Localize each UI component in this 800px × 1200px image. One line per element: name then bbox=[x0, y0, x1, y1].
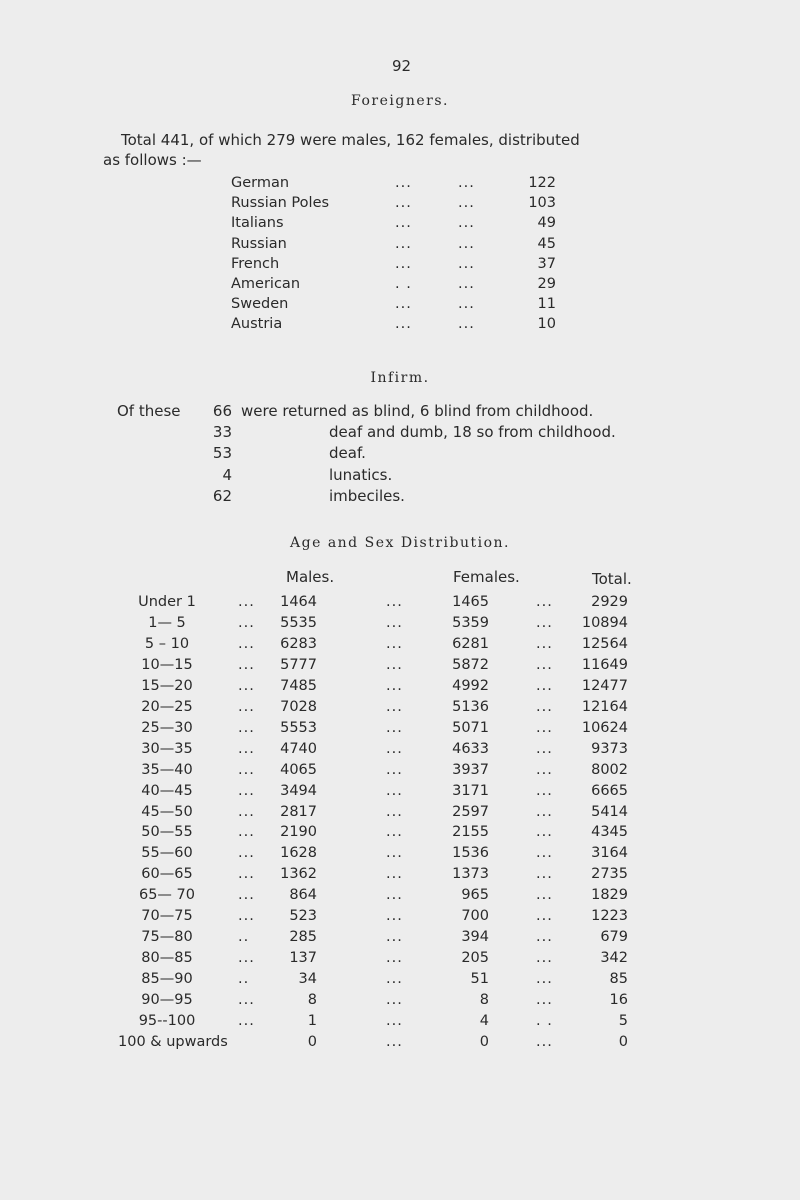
age-group: 1— 5 bbox=[148, 615, 186, 631]
males-value: 34 bbox=[298, 971, 317, 987]
dot-leader: ... bbox=[458, 236, 475, 252]
nationality-label: Russian bbox=[231, 236, 287, 252]
dot-leader: ... bbox=[386, 971, 403, 987]
age-group: 30—35 bbox=[141, 741, 193, 757]
nationality-count: 45 bbox=[537, 236, 556, 252]
females-value: 5071 bbox=[452, 720, 489, 736]
table-row bbox=[0, 971, 800, 993]
dot-leader: ... bbox=[386, 699, 403, 715]
dot-leader: ... bbox=[536, 845, 553, 861]
dot-leader: ... bbox=[238, 741, 255, 757]
foreigner-row bbox=[0, 276, 800, 298]
dot-leader: ... bbox=[395, 256, 412, 272]
males-value: 1 bbox=[307, 1013, 317, 1029]
age-group: 15—20 bbox=[141, 678, 193, 694]
males-value: 285 bbox=[289, 929, 317, 945]
nationality-label: Russian Poles bbox=[231, 195, 330, 211]
total-value: 342 bbox=[600, 950, 628, 966]
nationality-label: Austria bbox=[231, 316, 283, 332]
total-value: 0 bbox=[618, 1034, 628, 1050]
infirm-description: imbeciles. bbox=[329, 487, 405, 505]
females-value: 1373 bbox=[452, 866, 489, 882]
total-value: 12564 bbox=[581, 636, 628, 652]
dot-leader: ... bbox=[386, 866, 403, 882]
nationality-count: 29 bbox=[537, 276, 556, 292]
dot-leader: ... bbox=[238, 992, 255, 1008]
table-row bbox=[0, 636, 800, 658]
males-value: 0 bbox=[307, 1034, 317, 1050]
dot-leader: ... bbox=[395, 215, 412, 231]
table-row bbox=[0, 1013, 800, 1035]
total-value: 12164 bbox=[581, 699, 628, 715]
infirm-prefix: Of these bbox=[117, 402, 181, 420]
dot-leader: ... bbox=[238, 908, 255, 924]
age-group: 80—85 bbox=[141, 950, 193, 966]
dot-leader: ... bbox=[395, 175, 412, 191]
dot-leader: ... bbox=[386, 824, 403, 840]
dot-leader: . . bbox=[536, 1013, 553, 1029]
nationality-count: 37 bbox=[537, 256, 556, 272]
foreigner-row bbox=[0, 175, 800, 197]
females-value: 1536 bbox=[452, 845, 489, 861]
females-value: 205 bbox=[461, 950, 489, 966]
column-header-females: Females. bbox=[453, 568, 520, 586]
males-value: 6283 bbox=[280, 636, 317, 652]
age-group: 40—45 bbox=[141, 783, 193, 799]
age-group: 50—55 bbox=[141, 824, 193, 840]
age-group: 10—15 bbox=[141, 657, 193, 673]
dot-leader: ... bbox=[536, 636, 553, 652]
females-value: 700 bbox=[461, 908, 489, 924]
dot-leader: ... bbox=[386, 720, 403, 736]
infirm-count: 53 bbox=[212, 444, 232, 462]
dot-leader: ... bbox=[458, 195, 475, 211]
infirm-row bbox=[0, 423, 800, 445]
age-group: 90—95 bbox=[141, 992, 193, 1008]
dot-leader: ... bbox=[386, 992, 403, 1008]
females-value: 5136 bbox=[452, 699, 489, 715]
table-row bbox=[0, 720, 800, 742]
foreigner-row bbox=[0, 256, 800, 278]
males-value: 4065 bbox=[280, 762, 317, 778]
infirm-count: 66 bbox=[212, 402, 232, 420]
infirm-row bbox=[0, 466, 800, 488]
total-value: 16 bbox=[609, 992, 628, 1008]
females-value: 1465 bbox=[452, 594, 489, 610]
table-row bbox=[0, 845, 800, 867]
infirm-row bbox=[0, 487, 800, 509]
nationality-count: 11 bbox=[537, 296, 556, 312]
foreigners-intro-line1: Total 441, of which 279 were males, 162 females, distributed bbox=[121, 131, 580, 149]
dot-leader: ... bbox=[536, 908, 553, 924]
dot-leader: ... bbox=[386, 615, 403, 631]
females-value: 5359 bbox=[452, 615, 489, 631]
table-row bbox=[0, 615, 800, 637]
age-group: Under 1 bbox=[138, 594, 196, 610]
age-group: 35—40 bbox=[141, 762, 193, 778]
females-value: 8 bbox=[479, 992, 489, 1008]
infirm-count: 33 bbox=[212, 423, 232, 441]
dot-leader: ... bbox=[536, 657, 553, 673]
dot-leader: ... bbox=[386, 636, 403, 652]
table-row bbox=[0, 1034, 800, 1056]
dot-leader: ... bbox=[386, 783, 403, 799]
males-value: 137 bbox=[289, 950, 317, 966]
total-value: 1223 bbox=[591, 908, 628, 924]
age-group: 25—30 bbox=[141, 720, 193, 736]
dot-leader: ... bbox=[386, 908, 403, 924]
dot-leader: ... bbox=[238, 845, 255, 861]
infirm-description: deaf and dumb, 18 so from childhood. bbox=[329, 423, 616, 441]
table-row bbox=[0, 929, 800, 951]
males-value: 1362 bbox=[280, 866, 317, 882]
dot-leader: ... bbox=[238, 866, 255, 882]
dot-leader: ... bbox=[238, 783, 255, 799]
dot-leader: .. bbox=[238, 929, 250, 945]
infirm-count: 62 bbox=[212, 487, 232, 505]
males-value: 7028 bbox=[280, 699, 317, 715]
males-value: 5535 bbox=[280, 615, 317, 631]
dot-leader: ... bbox=[536, 762, 553, 778]
dot-leader: ... bbox=[536, 699, 553, 715]
nationality-label: Italians bbox=[231, 215, 284, 231]
dot-leader: ... bbox=[386, 950, 403, 966]
table-row bbox=[0, 824, 800, 846]
table-row bbox=[0, 678, 800, 700]
dot-leader: ... bbox=[386, 1034, 403, 1050]
page-number: 92 bbox=[392, 57, 412, 75]
dot-leader: ... bbox=[536, 929, 553, 945]
dot-leader: ... bbox=[395, 195, 412, 211]
age-group: 45—50 bbox=[141, 804, 193, 820]
dot-leader: ... bbox=[458, 256, 475, 272]
dot-leader: ... bbox=[238, 824, 255, 840]
nationality-count: 10 bbox=[537, 316, 556, 332]
foreigner-row bbox=[0, 236, 800, 258]
dot-leader: ... bbox=[238, 804, 255, 820]
males-value: 5553 bbox=[280, 720, 317, 736]
males-value: 523 bbox=[289, 908, 317, 924]
dot-leader: ... bbox=[386, 741, 403, 757]
females-value: 965 bbox=[461, 887, 489, 903]
dot-leader: ... bbox=[458, 175, 475, 191]
table-row bbox=[0, 699, 800, 721]
nationality-count: 122 bbox=[528, 175, 556, 191]
dot-leader: ... bbox=[536, 950, 553, 966]
dot-leader: ... bbox=[536, 678, 553, 694]
column-header-total: Total. bbox=[592, 570, 632, 588]
females-value: 4992 bbox=[452, 678, 489, 694]
infirm-description: lunatics. bbox=[329, 466, 393, 484]
table-row bbox=[0, 908, 800, 930]
dot-leader: ... bbox=[238, 699, 255, 715]
infirm-description: were returned as blind, 6 blind from childhood. bbox=[241, 402, 594, 420]
column-header-males: Males. bbox=[286, 568, 335, 586]
dot-leader: ... bbox=[458, 276, 475, 292]
nationality-label: Sweden bbox=[231, 296, 289, 312]
dot-leader: ... bbox=[395, 236, 412, 252]
table-row bbox=[0, 741, 800, 763]
infirm-row bbox=[0, 444, 800, 466]
table-row bbox=[0, 992, 800, 1014]
total-value: 8002 bbox=[591, 762, 628, 778]
foreigner-row bbox=[0, 215, 800, 237]
females-value: 6281 bbox=[452, 636, 489, 652]
table-row bbox=[0, 762, 800, 784]
dot-leader: ... bbox=[536, 824, 553, 840]
total-value: 3164 bbox=[591, 845, 628, 861]
table-row bbox=[0, 950, 800, 972]
dot-leader: ... bbox=[386, 887, 403, 903]
age-group: 55—60 bbox=[141, 845, 193, 861]
dot-leader: ... bbox=[536, 594, 553, 610]
table-row bbox=[0, 657, 800, 679]
dot-leader: ... bbox=[395, 296, 412, 312]
dot-leader: ... bbox=[536, 720, 553, 736]
males-value: 1464 bbox=[280, 594, 317, 610]
males-value: 1628 bbox=[280, 845, 317, 861]
males-value: 4740 bbox=[280, 741, 317, 757]
total-value: 6665 bbox=[591, 783, 628, 799]
infirm-heading: Infirm. bbox=[370, 370, 430, 386]
total-value: 85 bbox=[609, 971, 628, 987]
dot-leader: ... bbox=[536, 615, 553, 631]
dot-leader: ... bbox=[386, 762, 403, 778]
total-value: 1829 bbox=[591, 887, 628, 903]
dot-leader: ... bbox=[458, 296, 475, 312]
dot-leader: ... bbox=[238, 678, 255, 694]
age-group: 75—80 bbox=[141, 929, 193, 945]
females-value: 2155 bbox=[452, 824, 489, 840]
dot-leader: ... bbox=[238, 950, 255, 966]
females-value: 3171 bbox=[452, 783, 489, 799]
age-group: 65— 70 bbox=[138, 887, 195, 903]
males-value: 3494 bbox=[280, 783, 317, 799]
total-value: 4345 bbox=[591, 824, 628, 840]
foreigners-heading: Foreigners. bbox=[351, 93, 449, 109]
dot-leader: ... bbox=[536, 887, 553, 903]
dot-leader: ... bbox=[386, 804, 403, 820]
nationality-label: American bbox=[231, 276, 301, 292]
total-value: 10624 bbox=[581, 720, 628, 736]
dot-leader: ... bbox=[536, 804, 553, 820]
total-value: 5 bbox=[618, 1013, 628, 1029]
total-value: 2735 bbox=[591, 866, 628, 882]
dot-leader: ... bbox=[395, 316, 412, 332]
foreigners-intro-line2: as follows :— bbox=[103, 151, 202, 169]
females-value: 51 bbox=[470, 971, 489, 987]
males-value: 7485 bbox=[280, 678, 317, 694]
table-row bbox=[0, 887, 800, 909]
males-value: 2817 bbox=[280, 804, 317, 820]
dot-leader: ... bbox=[536, 971, 553, 987]
females-value: 2597 bbox=[452, 804, 489, 820]
age-group: 60—65 bbox=[141, 866, 193, 882]
age-group: 5 – 10 bbox=[144, 636, 190, 652]
total-value: 5414 bbox=[591, 804, 628, 820]
total-value: 9373 bbox=[591, 741, 628, 757]
males-value: 5777 bbox=[280, 657, 317, 673]
dot-leader: ... bbox=[536, 1034, 553, 1050]
dot-leader: ... bbox=[238, 594, 255, 610]
nationality-label: French bbox=[231, 256, 280, 272]
females-value: 4633 bbox=[452, 741, 489, 757]
dot-leader: ... bbox=[238, 657, 255, 673]
dot-leader: ... bbox=[536, 992, 553, 1008]
dot-leader: ... bbox=[238, 720, 255, 736]
dot-leader: ... bbox=[536, 741, 553, 757]
age-group: 20—25 bbox=[141, 699, 193, 715]
dot-leader: ... bbox=[536, 783, 553, 799]
table-row bbox=[0, 866, 800, 888]
nationality-count: 103 bbox=[528, 195, 556, 211]
dot-leader: ... bbox=[238, 615, 255, 631]
age-group: 95--100 bbox=[138, 1013, 196, 1029]
infirm-count: 4 bbox=[222, 466, 232, 484]
age-group: 85—90 bbox=[141, 971, 193, 987]
males-value: 864 bbox=[289, 887, 317, 903]
dot-leader: ... bbox=[386, 678, 403, 694]
age-sex-heading: Age and Sex Distribution. bbox=[290, 535, 510, 551]
dot-leader: ... bbox=[536, 866, 553, 882]
dot-leader: ... bbox=[386, 594, 403, 610]
dot-leader: ... bbox=[238, 762, 255, 778]
females-value: 3937 bbox=[452, 762, 489, 778]
dot-leader: ... bbox=[386, 929, 403, 945]
females-value: 5872 bbox=[452, 657, 489, 673]
total-value: 2929 bbox=[591, 594, 628, 610]
dot-leader: . . bbox=[395, 276, 412, 292]
males-value: 8 bbox=[307, 992, 317, 1008]
foreigner-row bbox=[0, 316, 800, 338]
total-value: 10894 bbox=[581, 615, 628, 631]
females-value: 394 bbox=[461, 929, 489, 945]
nationality-count: 49 bbox=[537, 215, 556, 231]
dot-leader: ... bbox=[458, 316, 475, 332]
dot-leader: ... bbox=[386, 845, 403, 861]
foreigner-row bbox=[0, 296, 800, 318]
dot-leader: ... bbox=[386, 657, 403, 673]
dot-leader: ... bbox=[238, 887, 255, 903]
nationality-label: German bbox=[231, 175, 290, 191]
total-value: 679 bbox=[600, 929, 628, 945]
age-group: 70—75 bbox=[141, 908, 193, 924]
dot-leader: ... bbox=[238, 1013, 255, 1029]
table-row bbox=[0, 804, 800, 826]
dot-leader: ... bbox=[238, 636, 255, 652]
dot-leader: .. bbox=[238, 971, 250, 987]
total-value: 11649 bbox=[581, 657, 628, 673]
infirm-row bbox=[0, 402, 800, 424]
infirm-description: deaf. bbox=[329, 444, 366, 462]
males-value: 2190 bbox=[280, 824, 317, 840]
foreigner-row bbox=[0, 195, 800, 217]
total-value: 12477 bbox=[581, 678, 628, 694]
table-row bbox=[0, 594, 800, 616]
dot-leader: ... bbox=[458, 215, 475, 231]
table-row bbox=[0, 783, 800, 805]
females-value: 4 bbox=[479, 1013, 489, 1029]
dot-leader: ... bbox=[386, 1013, 403, 1029]
females-value: 0 bbox=[479, 1034, 489, 1050]
age-group: 100 & upwards bbox=[118, 1034, 228, 1050]
